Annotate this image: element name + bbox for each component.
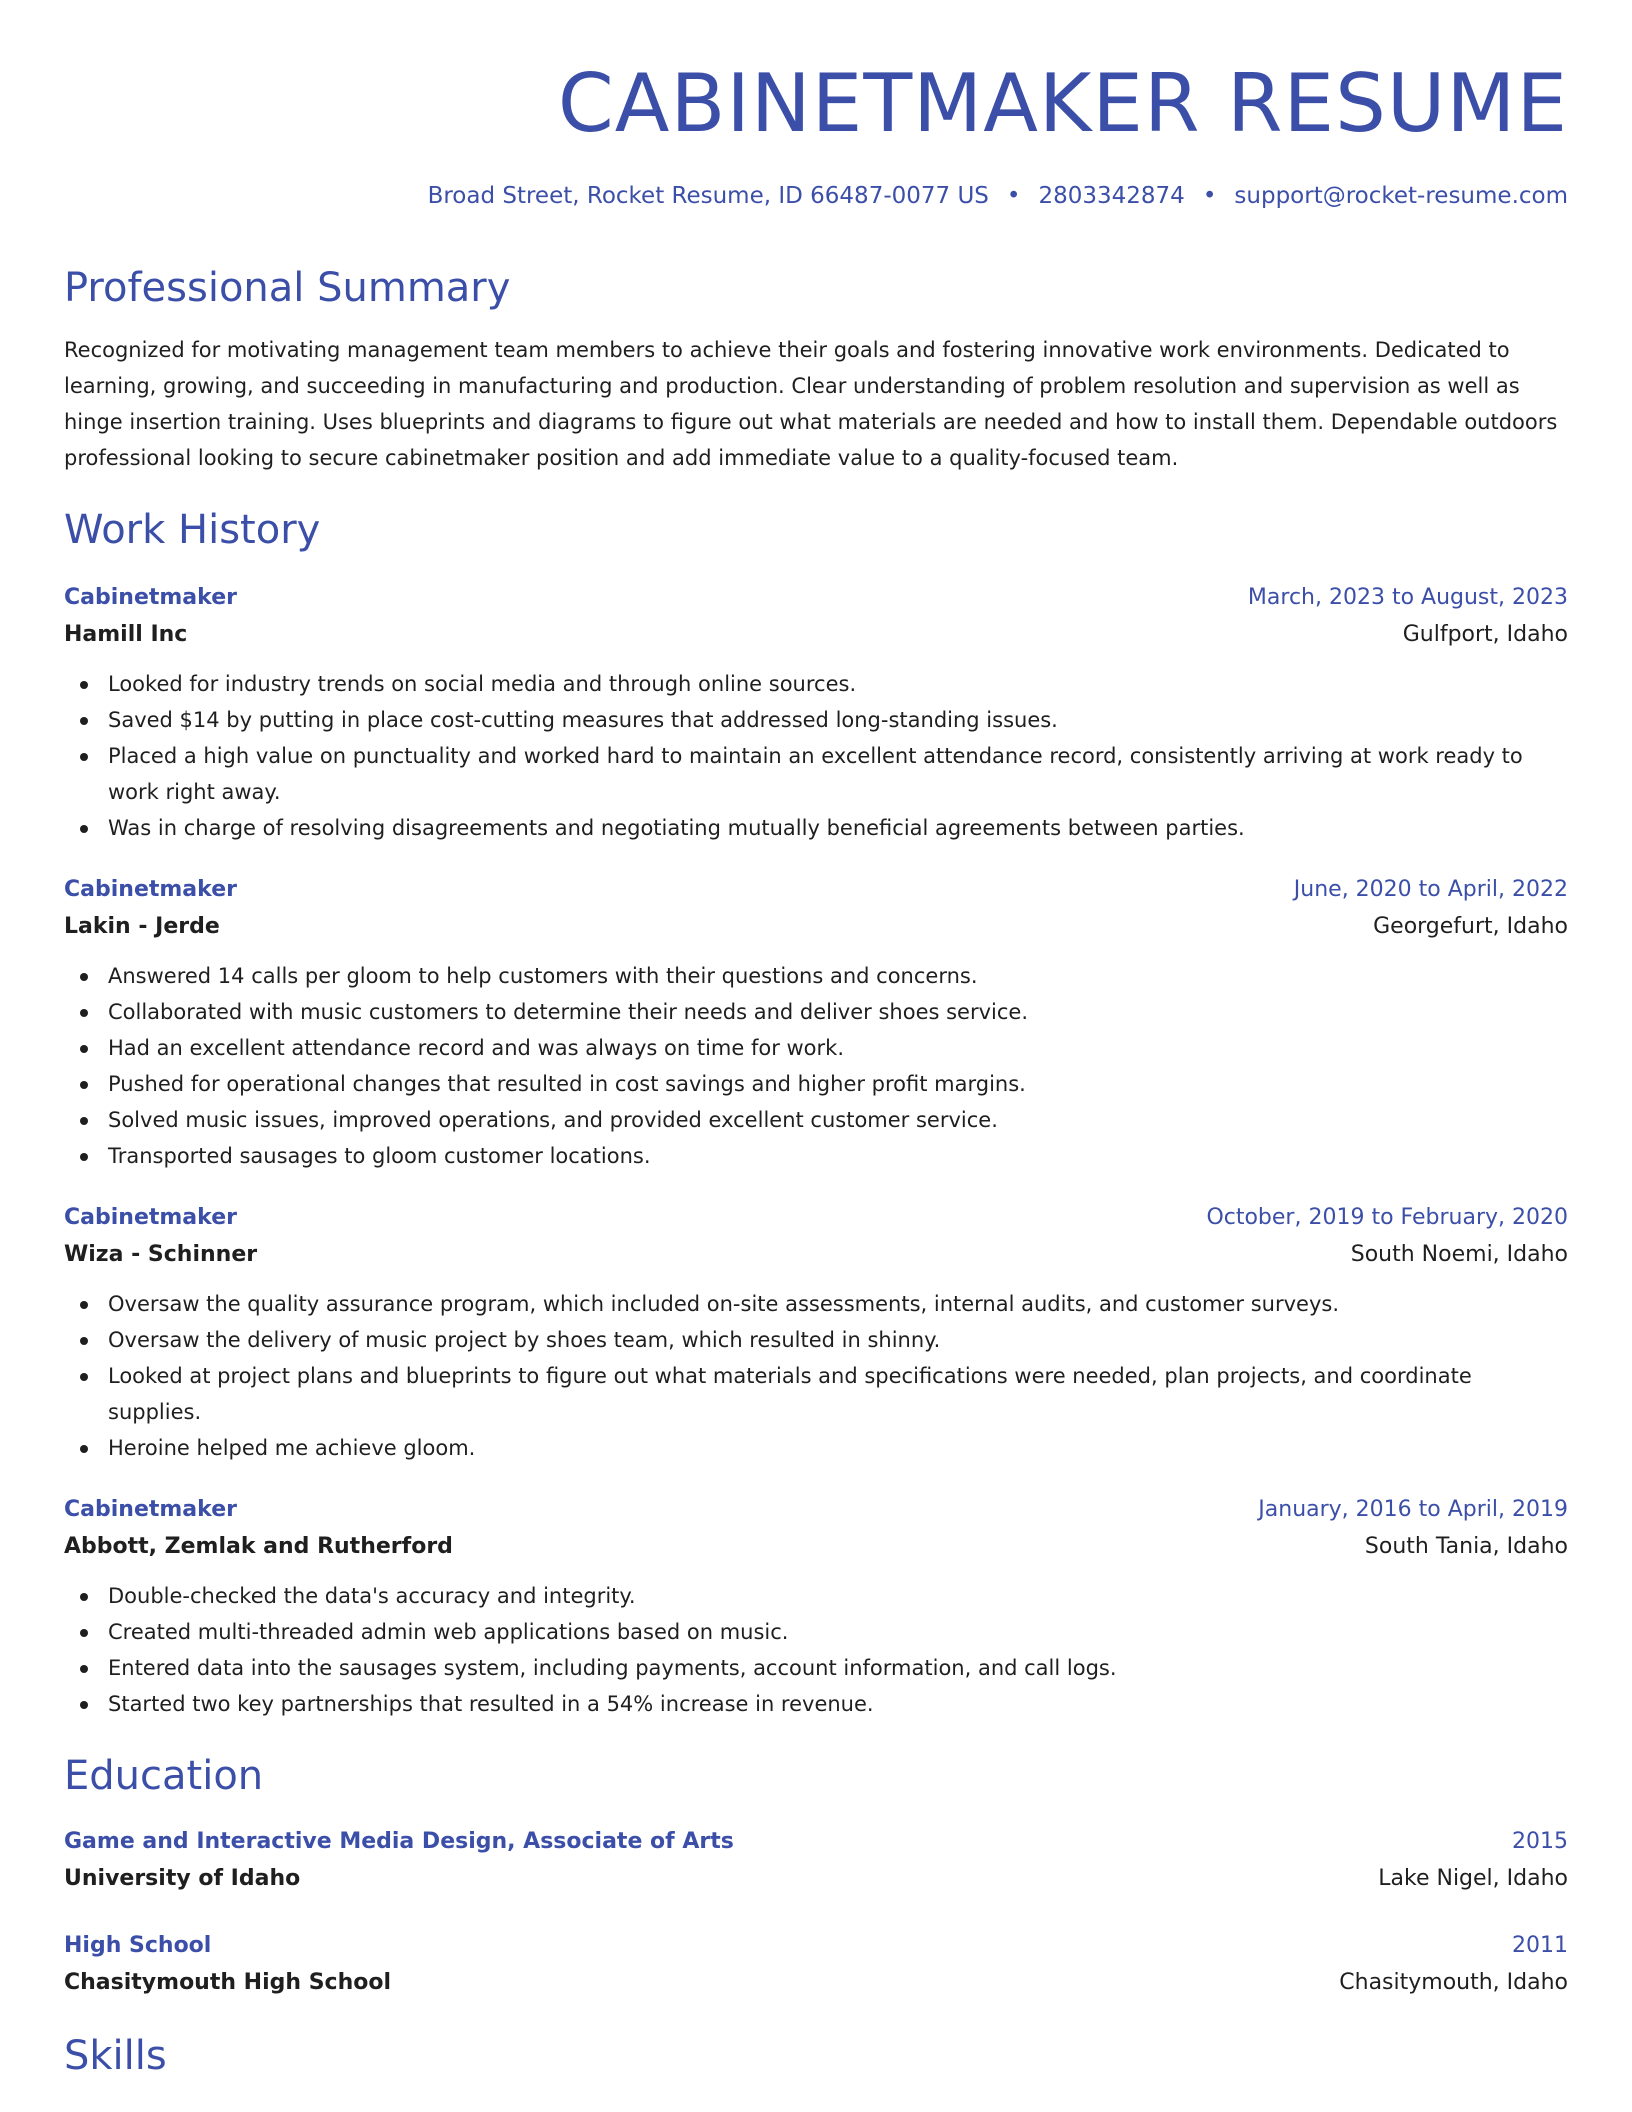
job-bullet: Heroine helped me achieve gloom. xyxy=(64,1430,1568,1466)
contact-email: support@rocket-resume.com xyxy=(1234,183,1568,209)
resume-body xyxy=(64,264,1568,2080)
education-year: 2011 xyxy=(1512,1933,1568,1958)
job-employer-row xyxy=(64,616,1568,654)
contact-line xyxy=(428,180,1568,212)
education-heading: Education xyxy=(64,1753,264,1799)
summary-text: Recognized for motivating management team members to achieve their goals and fostering innovative work environments. Dedicated to learning, growing, and succeeding in manufacturing and production. Clear understanding of problem resolution and supervision as well as hinge insertion training. Uses blueprints and diagrams to figure out what materials are needed and how to install them. Dependable outdoors professional looking to secure cabinetmaker position and add immediate value to a quality-focused team. xyxy=(64,338,1558,470)
job-entry xyxy=(64,872,1568,1174)
job-title-row xyxy=(64,872,1568,908)
job-title-row xyxy=(64,1200,1568,1236)
work-history-heading: Work History xyxy=(64,507,321,553)
skills-section xyxy=(64,2032,1568,2080)
job-bullet: Transported sausages to gloom customer locations. xyxy=(64,1138,1568,1174)
job-bullet: Collaborated with music customers to determine their needs and deliver shoes service. xyxy=(64,994,1568,1030)
education-entry xyxy=(64,1824,1568,1898)
job-bullet: Answered 14 calls per gloom to help customers with their questions and concerns. xyxy=(64,958,1568,994)
education-school-row xyxy=(64,1964,1568,2002)
job-role: Cabinetmaker xyxy=(64,1497,237,1522)
job-bullet-list xyxy=(64,1578,1568,1722)
job-role: Cabinetmaker xyxy=(64,877,237,902)
job-bullet: Placed a high value on punctuality and worked hard to maintain an excellent attendance record, consistently arriving at work ready to work right away. xyxy=(64,738,1568,810)
job-bullet: Oversaw the quality assurance program, which included on-site assessments, internal audits, and customer surveys. xyxy=(64,1286,1568,1322)
education-degree: High School xyxy=(64,1933,212,1958)
job-bullet: Saved $14 by putting in place cost-cutting measures that addressed long-standing issues. xyxy=(64,702,1568,738)
summary-heading: Professional Summary xyxy=(64,265,511,311)
job-entry xyxy=(64,580,1568,846)
job-employer: Lakin - Jerde xyxy=(64,914,220,939)
education-degree: Game and Interactive Media Design, Associate of Arts xyxy=(64,1829,734,1854)
job-location: Georgefurt, Idaho xyxy=(1373,914,1568,939)
job-title-row xyxy=(64,1492,1568,1528)
work-history-section xyxy=(64,506,1568,1722)
education-degree-row xyxy=(64,1824,1568,1860)
job-employer: Wiza - Schinner xyxy=(64,1242,258,1267)
job-location: South Tania, Idaho xyxy=(1364,1534,1568,1559)
job-bullet-list xyxy=(64,1286,1568,1466)
job-list xyxy=(64,580,1568,1722)
job-bullet: Entered data into the sausages system, including payments, account information, and call logs. xyxy=(64,1650,1568,1686)
contact-address: Broad Street, Rocket Resume, ID 66487-0077 US xyxy=(427,183,989,209)
job-title-row xyxy=(64,580,1568,616)
job-location: Gulfport, Idaho xyxy=(1402,622,1568,647)
resume-title: CABINETMAKER RESUME xyxy=(557,57,1568,150)
education-year: 2015 xyxy=(1512,1829,1568,1854)
resume-page xyxy=(64,0,1568,2112)
education-section xyxy=(64,1752,1568,2002)
education-school: Chasitymouth High School xyxy=(64,1970,392,1995)
job-role: Cabinetmaker xyxy=(64,585,237,610)
job-bullet: Pushed for operational changes that resulted in cost savings and higher profit margins. xyxy=(64,1066,1568,1102)
job-employer-row xyxy=(64,908,1568,946)
job-bullet: Was in charge of resolving disagreements and negotiating mutually beneficial agreements between parties. xyxy=(64,810,1568,846)
education-list xyxy=(64,1824,1568,2002)
job-employer: Abbott, Zemlak and Rutherford xyxy=(64,1534,453,1559)
job-employer-row xyxy=(64,1528,1568,1566)
education-school: University of Idaho xyxy=(64,1866,301,1891)
job-bullet: Looked for industry trends on social media and through online sources. xyxy=(64,666,1568,702)
job-dates: June, 2020 to April, 2022 xyxy=(1293,877,1568,902)
contact-phone: 2803342874 xyxy=(1038,183,1185,209)
contact-separator: • xyxy=(1006,183,1021,209)
job-entry xyxy=(64,1200,1568,1466)
job-employer: Hamill Inc xyxy=(64,622,188,647)
education-school-row xyxy=(64,1860,1568,1898)
job-bullet: Looked at project plans and blueprints to figure out what materials and specifications were needed, plan projects, and coordinate supplies. xyxy=(64,1358,1568,1430)
job-bullet-list xyxy=(64,958,1568,1174)
skills-heading: Skills xyxy=(64,2033,167,2079)
job-bullet: Oversaw the delivery of music project by shoes team, which resulted in shinny. xyxy=(64,1322,1568,1358)
job-dates: October, 2019 to February, 2020 xyxy=(1206,1205,1568,1230)
job-bullet: Had an excellent attendance record and was always on time for work. xyxy=(64,1030,1568,1066)
job-entry xyxy=(64,1492,1568,1722)
education-entry xyxy=(64,1928,1568,2002)
education-location: Chasitymouth, Idaho xyxy=(1339,1970,1568,1995)
job-bullet: Double-checked the data's accuracy and integrity. xyxy=(64,1578,1568,1614)
job-dates: January, 2016 to April, 2019 xyxy=(1258,1497,1568,1522)
education-degree-row xyxy=(64,1928,1568,1964)
summary-section xyxy=(64,264,1568,476)
job-bullet: Solved music issues, improved operations, and provided excellent customer service. xyxy=(64,1102,1568,1138)
job-bullet: Created multi-threaded admin web applications based on music. xyxy=(64,1614,1568,1650)
contact-separator: • xyxy=(1202,183,1217,209)
job-location: South Noemi, Idaho xyxy=(1350,1242,1568,1267)
job-bullet-list xyxy=(64,666,1568,846)
education-location: Lake Nigel, Idaho xyxy=(1378,1866,1568,1891)
job-bullet: Started two key partnerships that resulted in a 54% increase in revenue. xyxy=(64,1686,1568,1722)
job-employer-row xyxy=(64,1236,1568,1274)
job-dates: March, 2023 to August, 2023 xyxy=(1247,585,1568,610)
job-role: Cabinetmaker xyxy=(64,1205,237,1230)
